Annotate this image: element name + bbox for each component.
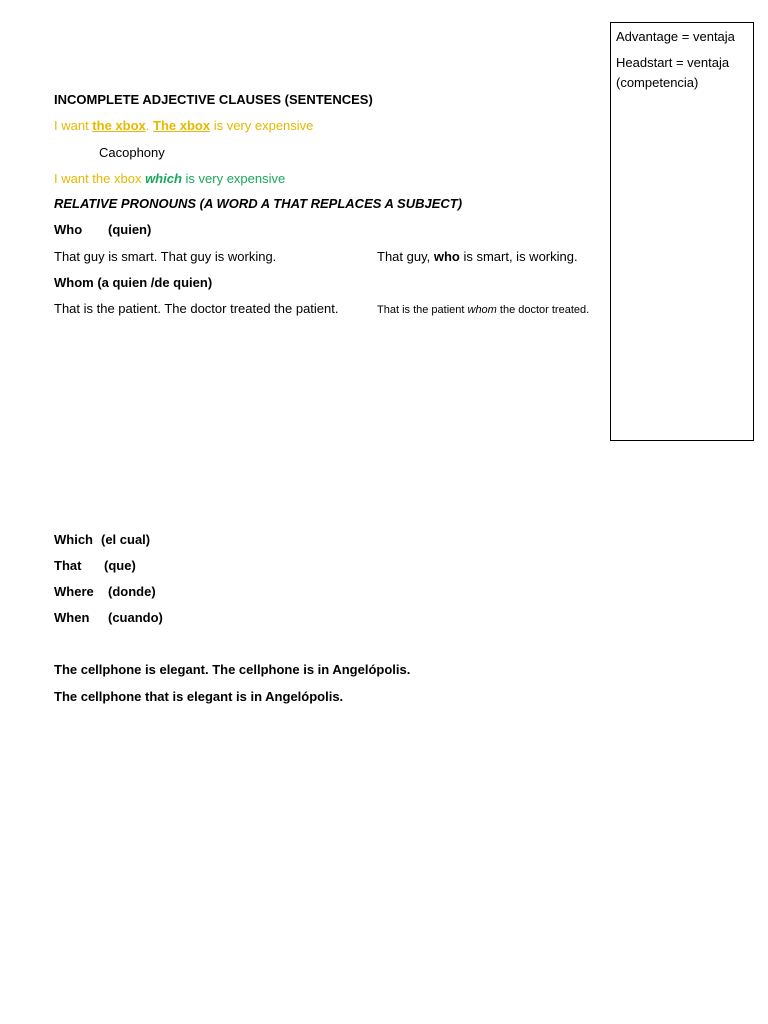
text-fragment: is very expensive (181, 171, 286, 186)
whom-example-right (377, 302, 589, 318)
text-fragment: That is the patient (377, 304, 468, 316)
pronoun-word: Who (54, 222, 83, 237)
pronoun-meaning: (el cual) (101, 532, 151, 547)
text-fragment: is very expensive (210, 118, 314, 133)
who-example-left: That guy is smart. That guy is working. (54, 249, 277, 264)
whom-example-left: That is the patient. The doctor treated the patient. (54, 301, 339, 316)
pronoun-meaning: (que) (104, 558, 136, 573)
underlined-phrase: The xbox (153, 118, 211, 133)
whom-emphasis: whom (467, 304, 497, 316)
vocabulary-note-box (610, 22, 754, 441)
pronoun-that (54, 558, 136, 574)
pronoun-word: When (54, 610, 90, 625)
who-example-right (377, 249, 578, 265)
note-advantage: Advantage = ventaja (616, 29, 735, 44)
pronoun-who (54, 222, 151, 238)
pronoun-meaning: (donde) (108, 584, 156, 599)
who-emphasis: who (433, 249, 460, 264)
pronoun-meaning: (quien) (108, 222, 152, 237)
pronoun-meaning: (cuando) (108, 610, 163, 625)
example-which-sentence (54, 171, 285, 187)
text-fragment: That guy, (377, 249, 434, 264)
pronoun-when (54, 610, 163, 626)
text-fragment: the doctor treated. (496, 304, 590, 316)
note-headstart: Headstart = ventaja (competencia) (616, 55, 730, 90)
cellphone-sentence-1: The cellphone is elegant. The cellphone is in Angelópolis. (54, 662, 411, 677)
pronoun-word: That (54, 558, 82, 573)
pronoun-word: Where (54, 584, 94, 599)
relative-pronouns-heading: RELATIVE PRONOUNS (A WORD A THAT REPLACES A SUBJECT) (54, 196, 463, 211)
cacophony-label: Cacophony (99, 145, 165, 160)
which-emphasis: which (145, 171, 182, 186)
example-xbox-sentence (54, 118, 313, 134)
pronoun-which (54, 532, 150, 548)
pronoun-where (54, 584, 156, 600)
text-fragment: . (145, 118, 153, 133)
cellphone-sentence-2: The cellphone that is elegant is in Angelópolis. (54, 689, 344, 704)
pronoun-word: Which (54, 532, 93, 547)
text-fragment: I want the xbox (54, 171, 146, 186)
text-fragment: I want (54, 118, 93, 133)
section-heading: INCOMPLETE ADJECTIVE CLAUSES (SENTENCES) (54, 92, 373, 107)
pronoun-whom: Whom (a quien /de quien) (54, 275, 213, 290)
text-fragment: is smart, is working. (459, 249, 578, 264)
underlined-phrase: the xbox (92, 118, 146, 133)
